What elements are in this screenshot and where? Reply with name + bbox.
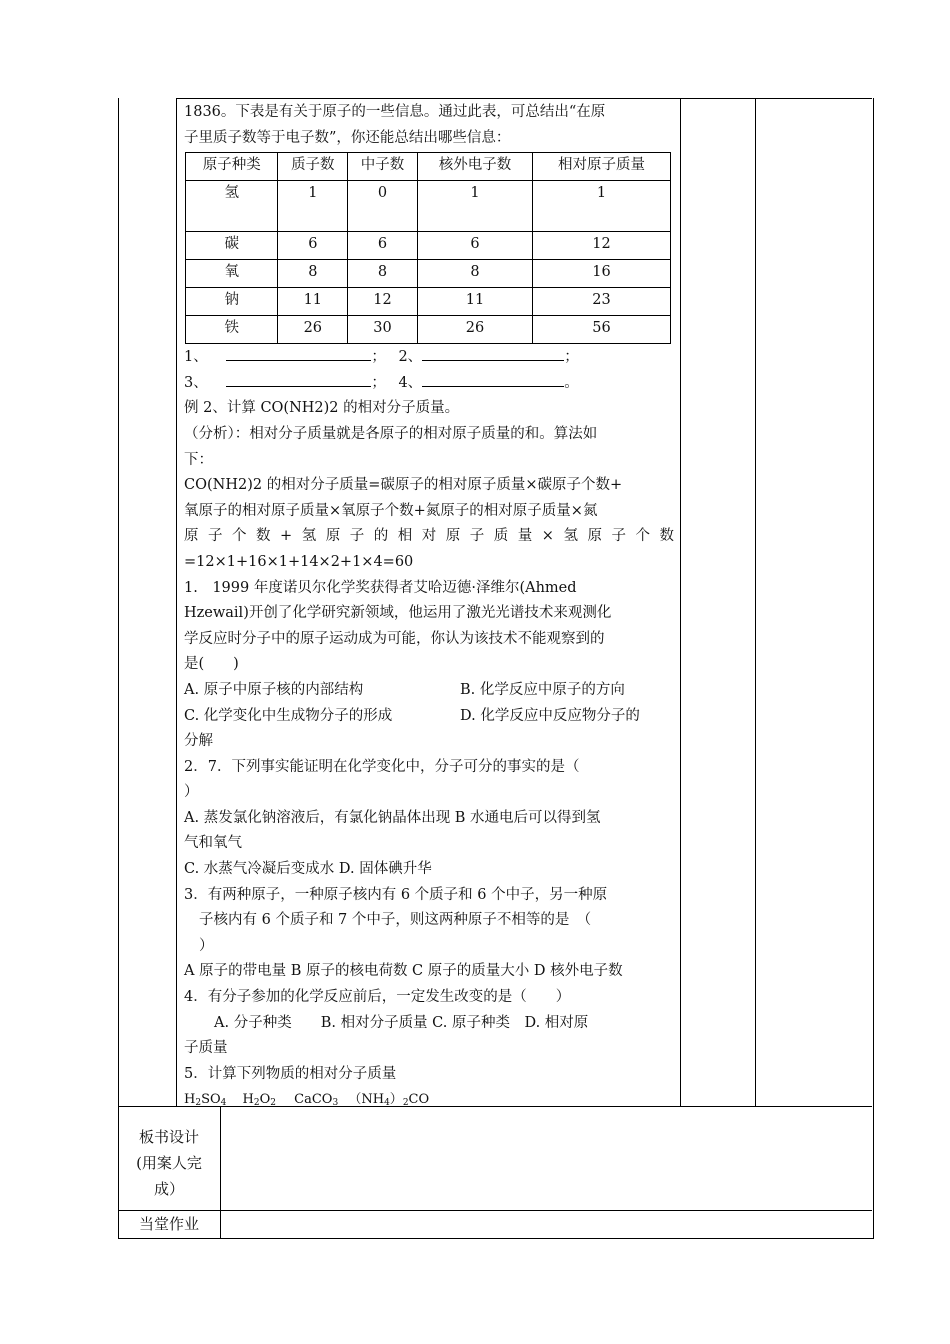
table-cell: 碳 [186,232,278,260]
answer-blank-3[interactable] [226,372,371,387]
question-4-options-cont: 子质量 [184,1040,228,1057]
blank-line-1 [184,345,674,371]
table-cell: 11 [278,288,348,316]
board-label-line-3: 成） [153,1180,184,1198]
formula-hydrogen-peroxide: $H_2O_2$ [242,1092,277,1109]
column-divider-3 [755,98,756,1106]
question-1-option-b: B. 化学反应中原子的方向 [460,681,625,698]
header-protons: 质子数 [278,153,348,181]
question-1-line-4: 是( ) [184,656,239,673]
table-cell: 26 [278,316,348,344]
question-1-line-1: 1. 1999 年度诺贝尔化学奖获得者艾哈迈德·泽维尔(Ahmed [184,579,577,596]
table-cell: 8 [278,260,348,288]
table-row [186,316,671,344]
question-4-line-1: 4．有分子参加的化学反应前后，一定发生改变的是（ ） [184,989,571,1006]
table-row [186,260,671,288]
header-atom-type: 原子种类 [186,153,278,181]
board-design-content[interactable] [221,1107,871,1209]
blank-number-2: 2、 [398,349,423,366]
formula-calcium-carbonate: CaCO$_3$ [294,1092,339,1109]
table-cell: 1 [278,181,348,232]
table-cell: 6 [348,232,418,260]
answer-blank-1[interactable] [226,346,371,361]
table-row [186,181,671,232]
blank-number-3: 3、 [184,374,208,391]
header-electrons: 核外电子数 [417,153,532,181]
question-1-option-a: A. 原子中原子核的内部结构 [184,681,364,698]
question-1-options-cd [184,704,674,730]
table-cell: 0 [348,181,418,232]
question-3-line-3: ） [199,937,214,954]
table-cell: 8 [417,260,532,288]
blank-number-1: 1、 [184,349,208,366]
question-2-option-ab-cont: 气和氧气 [184,835,242,852]
table-cell: 8 [348,260,418,288]
table-cell: 钠 [186,288,278,316]
formula-urea: $(NH_4)_2CO$ [348,1092,430,1109]
answer-blank-4[interactable] [422,372,564,387]
column-divider-2 [680,98,681,1106]
blank-number-4: 4、 [398,374,423,391]
question-3-line-2: 子核内有 6 个质子和 7 个中子，则这两种原子不相等的是 （ [199,912,592,929]
formula-sulfuric-acid: $H_2SO_4$ [184,1092,227,1109]
question-1-option-d-cont: 分解 [184,733,213,750]
board-label-line-1: 板书设计 [138,1128,199,1146]
intro-line-2: 子里质子数等于电子数”，你还能总结出哪些信息： [184,129,511,146]
table-cell: 12 [348,288,418,316]
table-cell: 12 [533,232,671,260]
table-cell: 1 [417,181,532,232]
example-2-title: 例 2、计算 CO(NH2)2 的相对分子质量。 [184,400,460,417]
table-header-row [186,153,671,181]
blank-line-2 [184,371,674,397]
question-2-line-2: ） [184,784,199,801]
header-relative-mass: 相对原子质量 [533,153,671,181]
blank-separator-2: ； [564,349,579,366]
table-cell: 16 [533,260,671,288]
table-cell: 56 [533,316,671,344]
example-2-calc-3: 原子个数+氢原子的相对原子质量×氢原子个数 [184,528,674,545]
board-label-line-2: (用案人完 [136,1154,202,1172]
question-3-options: A 原子的带电量 B 原子的核电荷数 C 原子的质量大小 D 核外电子数 [184,963,623,980]
question-1-option-d: D. 化学反应中反应物分子的 [460,707,640,724]
table-cell: 11 [417,288,532,316]
question-2-option-ab: A. 蒸发氯化钠溶液后，有氯化钠晶体出现 B 水通电后可以得到氢 [184,809,601,826]
table-cell: 6 [278,232,348,260]
example-2-analysis-2: 下： [184,451,213,468]
column-divider-1 [176,98,177,1106]
question-5-line-1: 5．计算下列物质的相对分子质量 [184,1065,397,1082]
header-neutrons: 中子数 [348,153,418,181]
blank-separator-3: ； [371,374,386,391]
table-row [186,232,671,260]
table-cell: 1 [533,181,671,232]
table-cell: 23 [533,288,671,316]
example-2-calc-2: 氧原子的相对原子质量×氧原子个数+氮原子的相对原子质量×氮 [184,502,598,519]
question-1-option-c: C. 化学变化中生成物分子的形成 [184,707,393,724]
board-design-label [119,1124,219,1202]
question-4-options: A. 分子种类 B. 相对分子质量 C. 原子种类 D. 相对原 [214,1014,589,1031]
classwork-label: 当堂作业 [138,1215,199,1233]
top-border-middle [176,98,872,99]
table-cell: 氧 [186,260,278,288]
table-cell: 氢 [186,181,278,232]
blank-end: 。 [564,374,579,391]
example-2-analysis-1: （分析）：相对分子质量就是各原子的相对原子质量的和。算法如 [184,425,598,442]
table-cell: 铁 [186,316,278,344]
question-3-line-1: 3．有两种原子，一种原子核内有 6 个质子和 6 个中子，另一种原 [184,886,608,903]
table-cell: 30 [348,316,418,344]
question-1-line-2: Hzewail)开创了化学研究新领域，他运用了激光光谱技术来观测化 [184,605,612,622]
blank-separator-1: ； [371,349,386,366]
table-cell: 26 [417,316,532,344]
table-cell: 6 [417,232,532,260]
question-1-options-ab [184,678,674,704]
intro-line-1: 1836。下表是有关于原子的一些信息。通过此表，可总结出“在原 [184,104,606,120]
atom-info-table [185,152,671,344]
table-row [186,288,671,316]
example-2-calc-1: CO(NH2)2 的相对分子质量=碳原子的相对原子质量×碳原子个数+ [184,477,623,494]
question-2-line-1: 2．7．下列事实能证明在化学变化中，分子可分的事实的是（ [184,758,580,775]
classwork-content[interactable] [221,1211,871,1237]
example-2-calc-4: =12×1+16×1+14×2+1×4=60 [184,553,414,570]
question-1-line-3: 学反应时分子中的原子运动成为可能，你认为该技术不能观察到的 [184,630,605,647]
answer-blank-2[interactable] [422,346,564,361]
question-2-option-cd: C. 水蒸气冷凝后变成水 D. 固体碘升华 [184,861,432,878]
lesson-content [184,100,674,1117]
